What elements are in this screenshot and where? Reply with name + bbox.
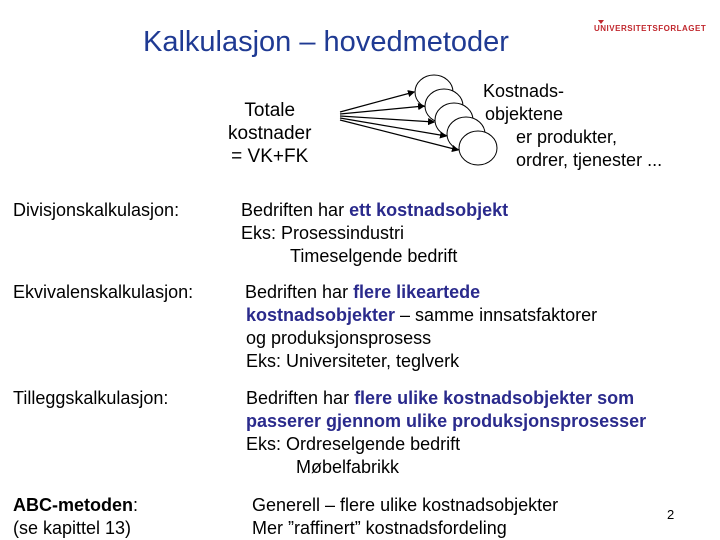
method-description: Bedriften har flere likeartede — [245, 282, 481, 302]
method-example: Møbelfabrikk — [296, 457, 400, 477]
allocation-arrow — [340, 92, 414, 112]
logo-text: UNIVERSITETSFORLAGET — [594, 24, 707, 33]
method-name: Tilleggskalkulasjon: — [13, 388, 169, 408]
method-example: Timeselgende bedrift — [290, 246, 458, 266]
method-description: og produksjonsprosess — [246, 328, 432, 348]
method-example: Eks: Prosessindustri — [241, 223, 405, 243]
method-name: ABC-metoden: — [13, 495, 139, 515]
total-costs-label: Totale kostnader = VK+FK — [228, 100, 312, 167]
method-description: kostnadsobjekter – samme innsatsfaktorer — [246, 305, 598, 325]
method-name: Ekvivalenskalkulasjon: — [13, 282, 194, 302]
method-description: Bedriften har ett kostnadsobjekt — [241, 200, 509, 220]
method-description: Mer ”raffinert” kostnadsfordeling — [252, 518, 507, 538]
allocation-arrow — [340, 106, 424, 114]
method-description: Generell – flere ulike kostnadsobjekter — [252, 495, 559, 515]
method-name: Divisjonskalkulasjon: — [13, 200, 180, 220]
method-example: Eks: Ordreselgende bedrift — [246, 434, 461, 454]
page-number: 2 — [667, 507, 675, 522]
cost-objects-label: Kostnads- objektene er produkter, ordrer, tjenester ... — [483, 81, 663, 170]
method-description: passerer gjennom ulike produksjonsprosesser — [246, 411, 647, 431]
method-name-note: (se kapittel 13) — [13, 518, 132, 538]
method-example: Eks: Universiteter, teglverk — [246, 351, 460, 371]
page-title: Kalkulasjon – hovedmetoder — [143, 26, 509, 58]
method-description: Bedriften har flere ulike kostnadsobjekter som — [246, 388, 635, 408]
allocation-arrow — [340, 116, 434, 122]
